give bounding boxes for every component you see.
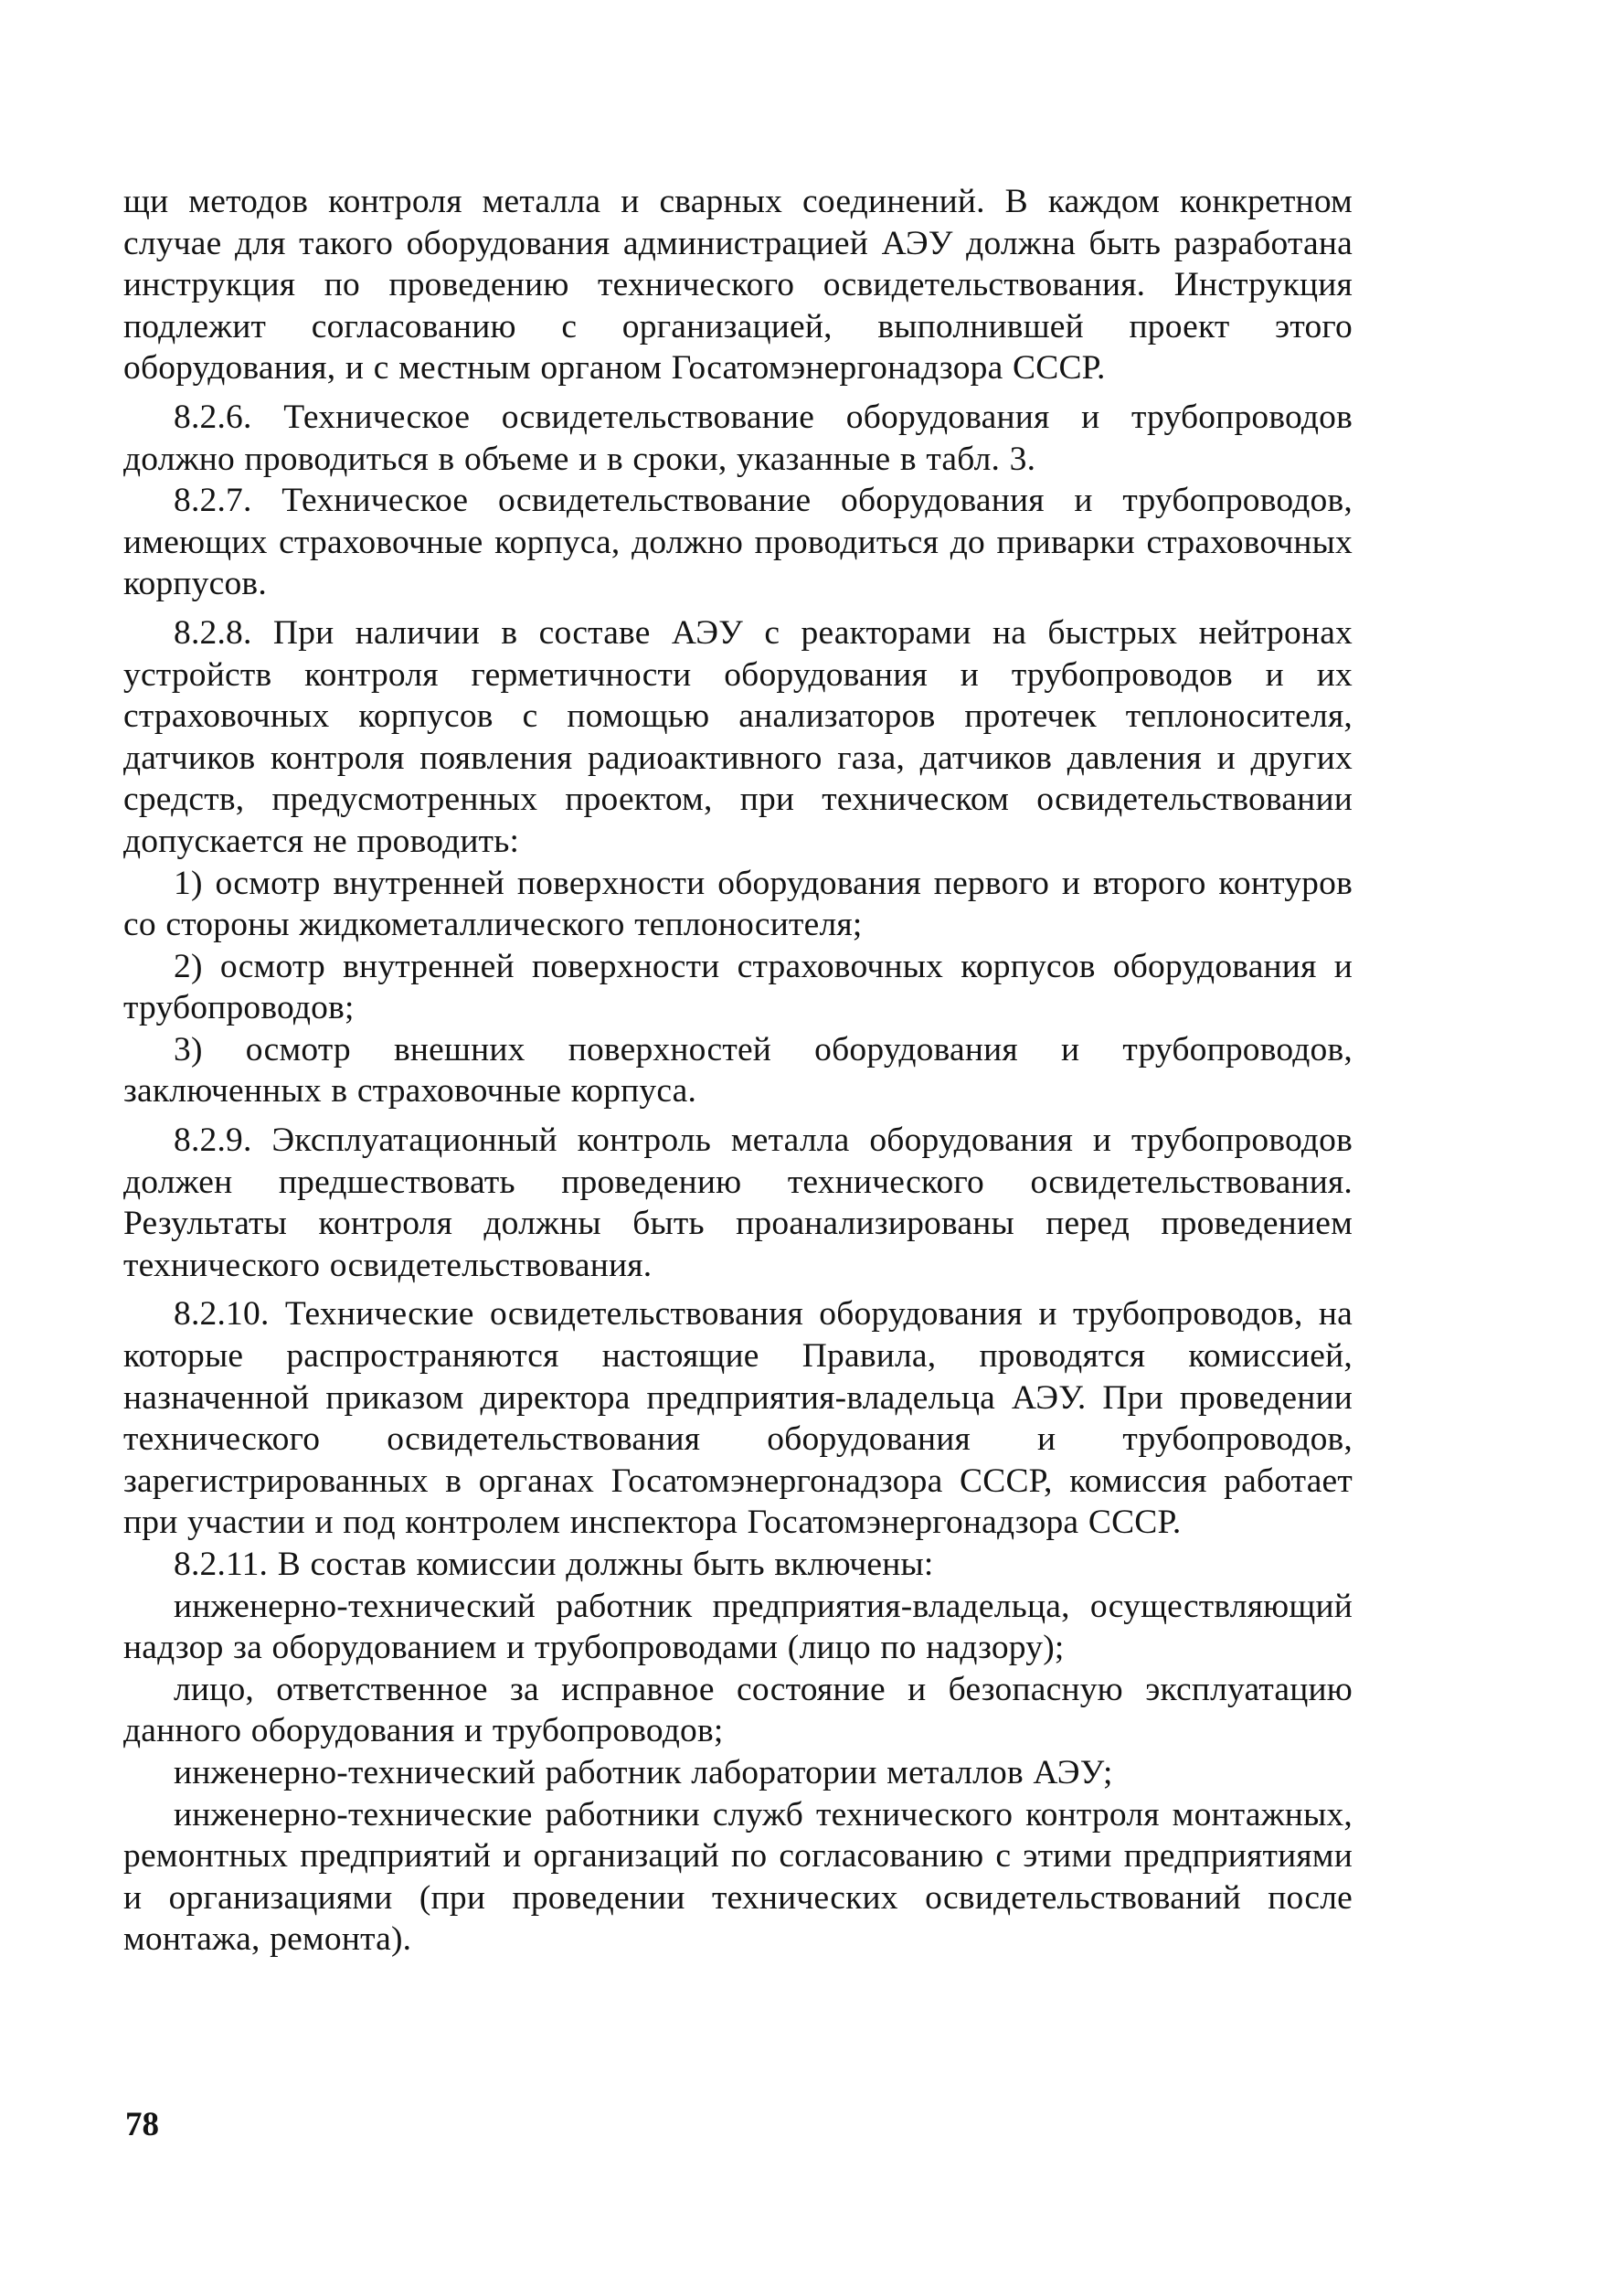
paragraph-continuation: щи методов контроля металла и сварных соединений. В каждом конкретном случае для такого оборудования администрацией АЭУ должна быть разработана инструкция по проведению технического освидетельствования. Инструкция подлежит согласованию с организацией, выполнившей проект этого оборудования, и с местным органом Госатомэнергонадзора СССР. bbox=[123, 183, 1353, 388]
paragraph-8-2-8: 8.2.8. При наличии в составе АЭУ с реакторами на быстрых нейтронах устройств контроля герметичности оборудования и трубопроводов и их страховочных корпусов с помощью анализаторов протечек теплоносителя, датчиков контроля появления радиоактивного газа, датчиков давления и других средств, предусмотренных проектом, при техническом освидетельствовании допускается не проводить: bbox=[123, 613, 1353, 860]
commission-member-1: инженерно-технический работник предприятия-владельца, осуществляющий надзор за оборудованием и трубопроводами (лицо по надзору); bbox=[123, 1587, 1353, 1667]
paragraph-8-2-7: 8.2.7. Техническое освидетельствование оборудования и трубопроводов, имеющих страховочные корпуса, должно проводиться до приварки страховочных корпусов. bbox=[123, 482, 1353, 603]
paragraph-8-2-9: 8.2.9. Эксплуатационный контроль металла оборудования и трубопроводов должен предшествовать проведению технического освидетельствования. Результаты контроля должны быть проанализированы перед проведением технического освидетельствования. bbox=[123, 1121, 1353, 1284]
commission-member-2: лицо, ответственное за исправное состояние и безопасную эксплуатацию данного оборудования и трубопроводов; bbox=[123, 1670, 1353, 1750]
page-number: 78 bbox=[125, 2106, 159, 2143]
list-item-3: 3) осмотр внешних поверхностей оборудования и трубопроводов, заключенных в страховочные корпуса. bbox=[123, 1030, 1353, 1111]
body-text bbox=[123, 181, 1353, 1961]
commission-member-4: инженерно-технические работники служб технического контроля монтажных, ремонтных предприятий и организаций по согласованию с этими предприятиями и организациями (при проведении технических освидетельствований после монтажа, ремонта). bbox=[123, 1795, 1353, 1959]
paragraph-8-2-11: 8.2.11. В состав комиссии должны быть включены: bbox=[174, 1546, 934, 1583]
list-item-1: 1) осмотр внутренней поверхности оборудования первого и второго контуров со стороны жидкометаллического теплоносителя; bbox=[123, 864, 1353, 944]
paragraph-8-2-10: 8.2.10. Технические освидетельствования оборудования и трубопроводов, на которые распространяются настоящие Правила, проводятся комиссией, назначенной приказом директора предприятия-владельца АЭУ. При проведении технического освидетельствования оборудования и трубопроводов, зарегистрированных в органах Госатомэнергонадзора СССР, комиссия работает при участии и под контролем инспектора Госатомэнергонадзора СССР. bbox=[123, 1295, 1353, 1542]
commission-member-3: инженерно-технический работник лаборатории металлов АЭУ; bbox=[174, 1753, 1113, 1791]
list-item-2: 2) осмотр внутренней поверхности страховочных корпусов оборудования и трубопроводов; bbox=[123, 947, 1353, 1027]
paragraph-8-2-6: 8.2.6. Техническое освидетельствование оборудования и трубопроводов должно проводиться в объеме и в сроки, указанные в табл. 3. bbox=[123, 398, 1353, 478]
